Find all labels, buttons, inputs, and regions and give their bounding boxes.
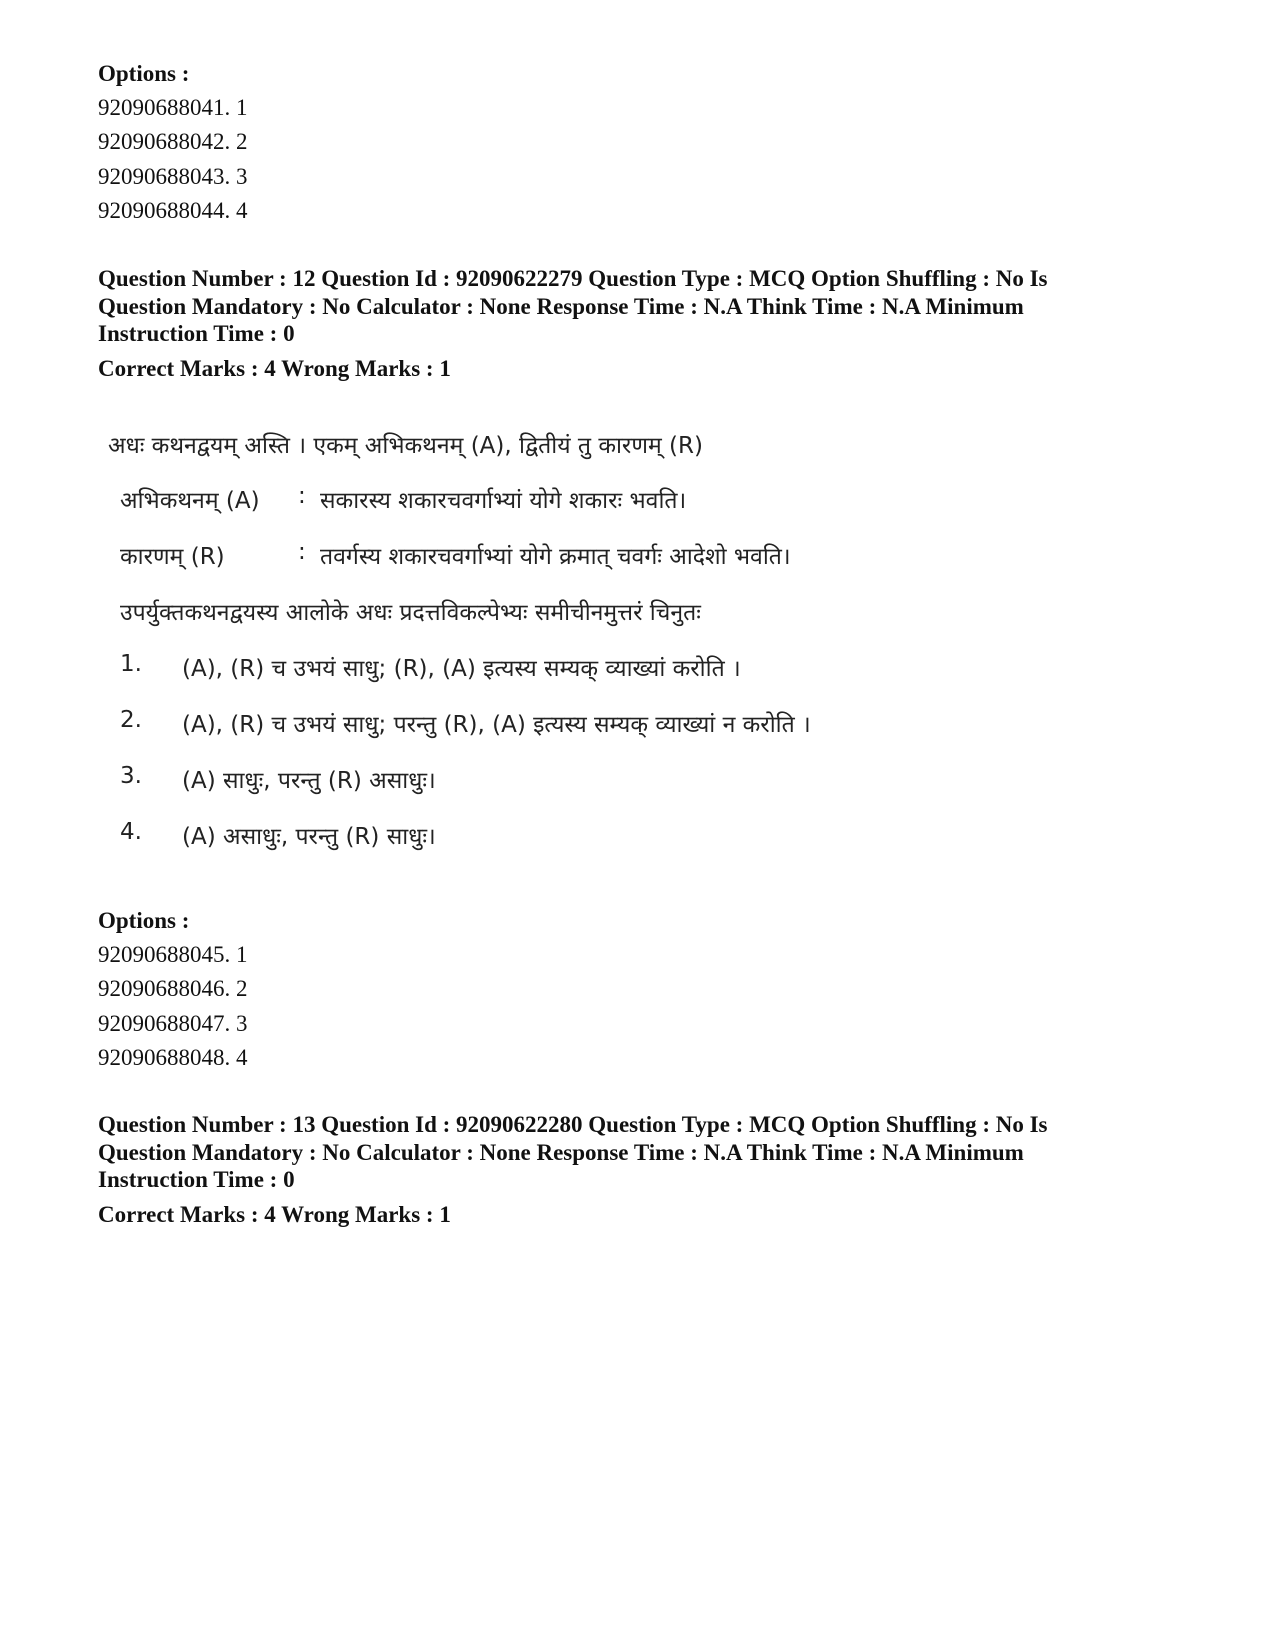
options-block-q12 [98, 904, 1188, 1075]
question-13-header [98, 1111, 1188, 1229]
question-meta-line: Instruction Time : 0 [98, 321, 295, 346]
choice-text: (A) असाधुः, परन्तु (R) साधुः। [182, 824, 436, 850]
option-line: 92090688042. 2 [98, 129, 248, 155]
reason-text: तवर्गस्य शकारचवर्गाभ्यां योगे क्रमात् चवर्गः आदेशो भवति। [320, 544, 791, 570]
option-line: 92090688044. 4 [98, 197, 248, 223]
choice-text: (A), (R) च उभयं साधु; (R), (A) इत्यस्य सम्यक् व्याख्यां करोति । [182, 656, 741, 682]
assertion-text: सकारस्य शकारचवर्गाभ्यां योगे शकारः भवति। [320, 488, 687, 514]
question-intro: अधः कथनद्वयम् अस्ति । एकम् अभिकथनम् (A), द्वितीयं तु कारणम् (R) [108, 433, 703, 459]
question-instruction: उपर्युक्तकथनद्वयस्य आलोके अधः प्रदत्तविकल्पेभ्यः समीचीनमुत्तरं चिनुतः [120, 600, 701, 626]
reason-row [108, 539, 1008, 569]
question-meta-line: Question Number : 13 Question Id : 92090622280 Question Type : MCQ Option Shuffling : No Is [98, 1112, 1048, 1137]
options-title: Options : [98, 908, 190, 933]
question-12-header [98, 265, 1188, 383]
choice-text: (A), (R) च उभयं साधु; परन्तु (R), (A) इत्यस्य सम्यक् व्याख्यां न करोति । [182, 712, 811, 738]
option-line: 92090688041. 1 [98, 95, 248, 120]
choice-number: 3. [120, 763, 142, 789]
reason-colon: : [298, 539, 306, 565]
option-line: 92090688043. 3 [98, 163, 248, 189]
question-meta-line: Question Number : 12 Question Id : 92090622279 Question Type : MCQ Option Shuffling : No Is [98, 266, 1048, 291]
assertion-row [108, 483, 1008, 513]
question-marks: Correct Marks : 4 Wrong Marks : 1 [98, 355, 451, 381]
option-line: 92090688047. 3 [98, 1010, 248, 1036]
choice-number: 2. [120, 707, 142, 733]
options-title: Options : [98, 61, 190, 86]
question-meta-line: Question Mandatory : No Calculator : None Response Time : N.A Think Time : N.A Minimum [98, 1139, 1024, 1165]
choice-number: 4. [120, 819, 142, 845]
question-meta-line: Instruction Time : 0 [98, 1167, 295, 1192]
assertion-colon: : [298, 483, 306, 509]
choice-number: 1. [120, 651, 142, 677]
reason-label: कारणम् (R) [120, 544, 225, 570]
option-line: 92090688046. 2 [98, 976, 248, 1002]
question-meta-line: Question Mandatory : No Calculator : None Response Time : N.A Think Time : N.A Minimum [98, 293, 1024, 319]
option-line: 92090688045. 1 [98, 942, 248, 967]
options-block-q11 [98, 57, 1188, 228]
assertion-label: अभिकथनम् (A) [120, 488, 260, 514]
option-line: 92090688048. 4 [98, 1044, 248, 1070]
choice-text: (A) साधुः, परन्तु (R) असाधुः। [182, 768, 436, 794]
question-marks: Correct Marks : 4 Wrong Marks : 1 [98, 1201, 451, 1227]
